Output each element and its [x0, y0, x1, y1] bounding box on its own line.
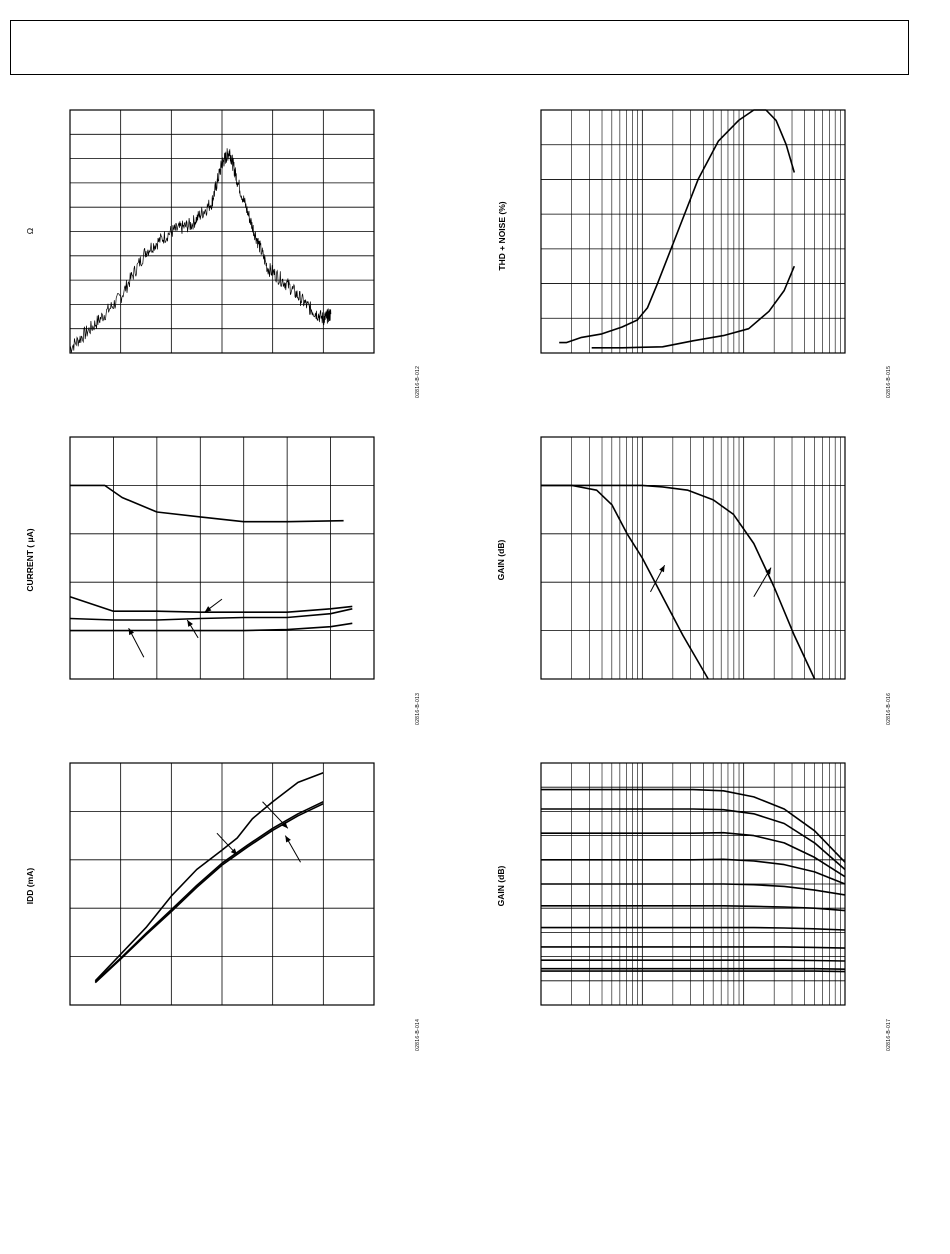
ron-chart-ylabel: Ω — [25, 227, 35, 235]
ron-chart — [70, 110, 374, 353]
thd-frame — [541, 110, 845, 353]
ron-chart-figure-id: 02816-B-012 — [415, 365, 421, 398]
current-frame — [70, 437, 374, 679]
gain-chart-1-figure-id: 02816-B-016 — [886, 692, 892, 725]
idd-series-mid — [95, 802, 323, 982]
thd-chart-ylabel: THD + NOISE (%) — [497, 201, 507, 271]
gain2-series-c11 — [541, 971, 845, 972]
idd-chart-figure-id: 02816-B-014 — [415, 1018, 421, 1051]
current-arrow-1 — [187, 620, 198, 638]
ron-series-RON — [70, 148, 331, 352]
idd-chart — [70, 763, 374, 1005]
idd-chart-ylabel — [25, 836, 35, 936]
idd-arrow-2 — [285, 836, 300, 863]
current-arrow-head — [187, 620, 193, 627]
current-series-mid1 — [70, 597, 352, 613]
gain-chart-2-figure-id: 02816-B-017 — [886, 1018, 892, 1051]
current-arrow-head — [205, 606, 212, 612]
thd-grid — [541, 110, 845, 353]
gain-chart-2 — [541, 763, 845, 1005]
current-grid — [70, 437, 374, 679]
thd-chart — [541, 110, 845, 353]
current-series-bottom — [70, 623, 352, 630]
gain1-frame — [541, 437, 845, 679]
gain1-grid — [541, 437, 845, 679]
gain2-series-c7 — [541, 928, 845, 930]
gain-chart-2-ylabel: GAIN (dB) — [496, 865, 506, 907]
gain2-series-c4 — [541, 859, 845, 884]
gain2-series-c5 — [541, 884, 845, 895]
current-arrow-0 — [205, 599, 222, 612]
thd-series-lower — [592, 266, 795, 348]
gain2-series-c1 — [541, 790, 845, 863]
gain-chart-1 — [541, 437, 845, 679]
gain2-series-c10 — [541, 969, 845, 970]
idd-series-lower — [95, 804, 323, 983]
gain2-series-c3 — [541, 833, 845, 877]
current-chart-ylabel: CURRENT ( μA) — [25, 528, 35, 592]
current-arrow-2 — [129, 628, 144, 657]
current-chart-figure-id: 02816-B-013 — [415, 692, 421, 725]
page-header-box — [10, 20, 909, 75]
thd-chart-figure-id: 02816-B-015 — [886, 365, 892, 398]
idd-chart-ylabel-text: IDD (mA) — [25, 867, 35, 905]
current-series-top — [70, 485, 344, 521]
current-chart — [70, 437, 374, 679]
gain2-series-c9 — [541, 960, 845, 961]
gain-chart-1-ylabel: GAIN (dB) — [496, 539, 506, 581]
idd-arrow-0 — [263, 802, 288, 829]
idd-arrow-head — [285, 836, 291, 843]
gain2-series-c8 — [541, 947, 845, 948]
idd-grid — [70, 763, 374, 1005]
